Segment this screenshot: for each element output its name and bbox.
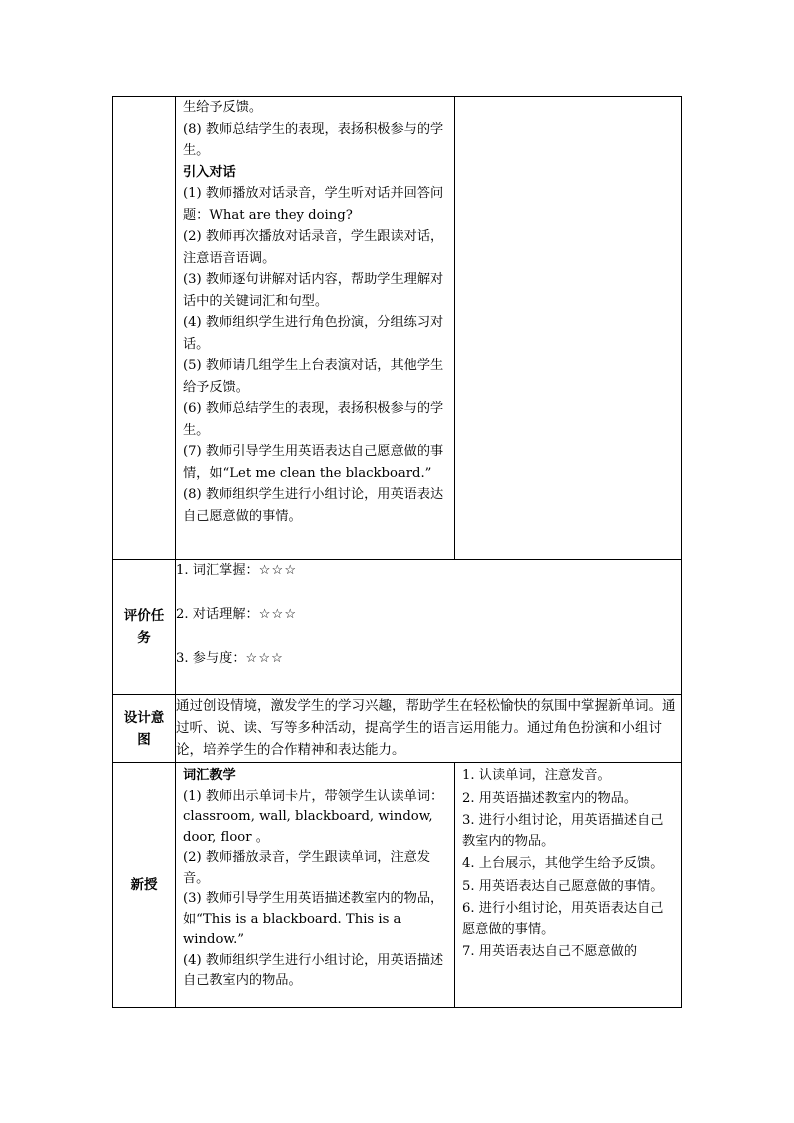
dialogue-step: (7) 教师引导学生用英语表达自己愿意做的事情，如“Let me clean the blackboard.”: [183, 444, 444, 481]
evaluation-item: [176, 648, 681, 670]
dialogue-step: (8) 教师组织学生进行小组讨论，用英语表达自己愿意做的事情。: [183, 487, 444, 524]
star-rating: ☆☆☆: [258, 563, 298, 578]
new-lesson-teacher-cell: [176, 763, 455, 1008]
evaluation-item: [176, 560, 681, 582]
student-activity: 6. 进行小组讨论，用英语表达自己愿意做的事情。: [462, 901, 664, 937]
dialogue-step: (5) 教师请几组学生上台表演对话，其他学生给予反馈。: [183, 358, 444, 395]
teacher-step: (1) 教师出示单词卡片，带领学生认读单词：classroom, wall, blackboard, window, door, floor 。: [183, 788, 444, 845]
new-lesson-row: [113, 763, 682, 1008]
design-intent-row: [113, 695, 682, 763]
process-row: [113, 97, 682, 560]
dialogue-step: (1) 教师播放对话录音，学生听对话并回答问题：What are they doing?: [183, 186, 444, 223]
dialogue-step: (2) 教师再次播放对话录音，学生跟读对话，注意语音语调。: [183, 229, 444, 266]
text-line: (8) 教师总结学生的表现，表扬积极参与的学生。: [183, 121, 444, 158]
evaluation-item-text: 1. 词汇掌握：: [176, 563, 259, 578]
evaluation-item: [176, 604, 681, 626]
star-rating: ☆☆☆: [245, 651, 284, 666]
student-activity: 2. 用英语描述教室内的物品。: [462, 790, 638, 806]
student-activity: 4. 上台展示，其他学生给予反馈。: [462, 856, 664, 871]
evaluation-content: [176, 560, 682, 695]
evaluation-row: [113, 560, 682, 695]
process-notes-cell: [455, 97, 682, 560]
teacher-step: (2) 教师播放录音，学生跟读单词，注意发音。: [183, 850, 431, 886]
star-rating: ☆☆☆: [258, 607, 298, 622]
dialogue-step: (6) 教师总结学生的表现，表扬积极参与的学生。: [183, 401, 444, 438]
student-activity: 7. 用英语表达自己不愿意做的: [462, 944, 638, 959]
teacher-step: (4) 教师组织学生进行小组讨论，用英语描述自己教室内的物品。: [183, 952, 444, 988]
lesson-plan-table: [112, 96, 682, 1008]
student-activity: 3. 进行小组讨论，用英语描述自己教室内的物品。: [462, 813, 664, 849]
student-activity: 1. 认读单词，注意发音。: [462, 768, 611, 783]
new-lesson-label: 新授: [113, 763, 176, 1008]
dialogue-step: (3) 教师逐句讲解对话内容，帮助学生理解对话中的关键词汇和句型。: [183, 272, 444, 309]
process-label-cell: [113, 97, 176, 560]
teacher-step: (3) 教师引导学生用英语描述教室内的物品，如“This is a blackboard. This is a window.”: [183, 891, 444, 947]
evaluation-item-text: 3. 参与度：: [176, 651, 246, 666]
evaluation-label: 评价任务: [113, 560, 176, 695]
process-content-cell: [176, 97, 455, 560]
design-intent-text: 通过创设情境，激发学生的学习兴趣，帮助学生在轻松愉快的氛围中掌握新单词。通过听、说、读、写等多种活动，提高学生的语言运用能力。通过角色扮演和小组讨论，培养学生的合作精神和表达能力。: [176, 695, 682, 763]
student-activity: 5. 用英语表达自己愿意做的事情。: [462, 878, 664, 894]
new-lesson-student-cell: [455, 763, 682, 1008]
vocabulary-heading: 词汇教学: [183, 768, 236, 783]
dialogue-step: (4) 教师组织学生进行角色扮演，分组练习对话。: [183, 315, 444, 352]
design-intent-label: 设计意图: [113, 695, 176, 763]
text-line: 生给予反馈。: [183, 100, 263, 115]
dialogue-heading: 引入对话: [183, 164, 236, 180]
evaluation-item-text: 2. 对话理解：: [176, 607, 259, 622]
